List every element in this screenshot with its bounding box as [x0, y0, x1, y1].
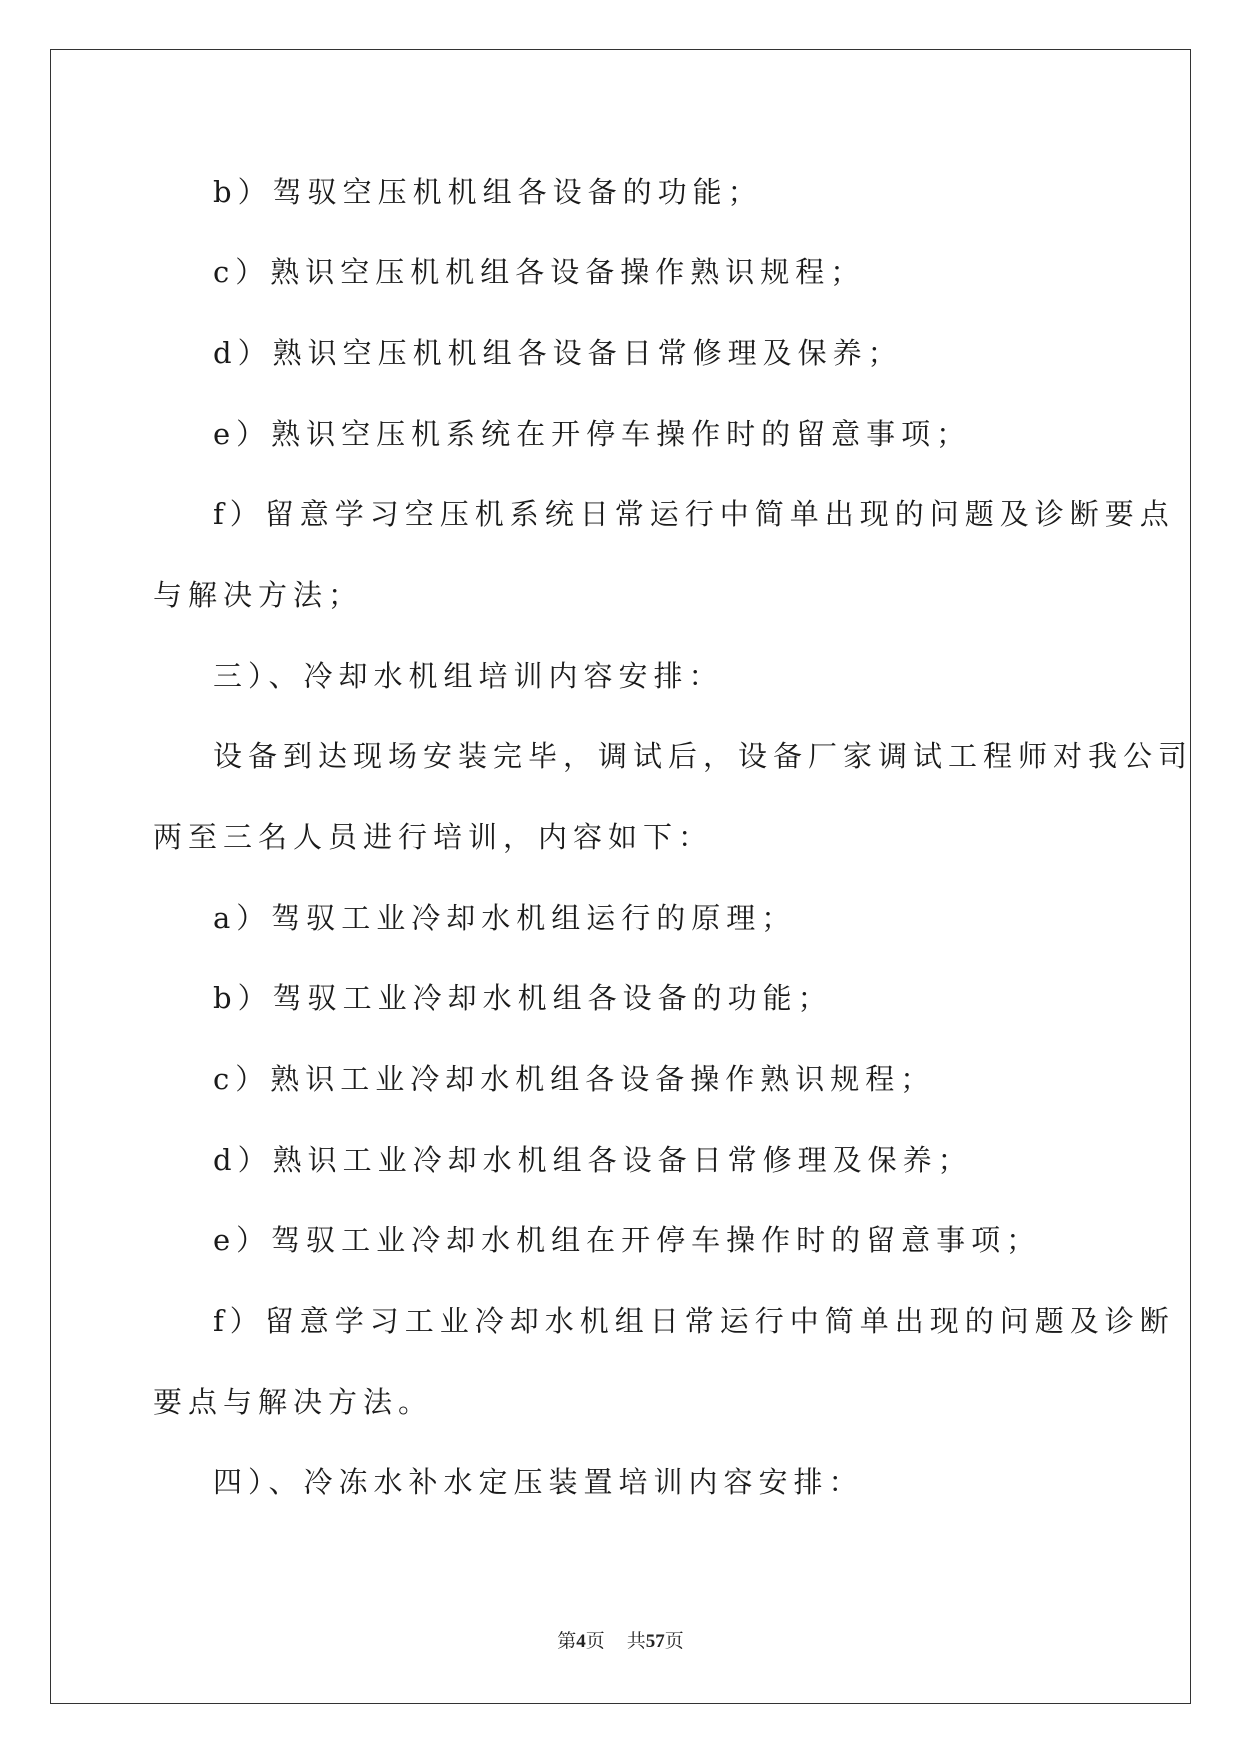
current-page-number: 4 [576, 1631, 586, 1652]
paragraph-line: f）留意学习空压机系统日常运行中简单出现的问题及诊断要点 [213, 497, 1175, 531]
paragraph-line: 要点与解决方法。 [153, 1385, 434, 1419]
page-footer [0, 1626, 1241, 1653]
total-prefix: 共 [626, 1631, 646, 1652]
paragraph-line: 两至三名人员进行培训，内容如下： [153, 820, 714, 854]
paragraph-line: d）熟识空压机机组各设备日常修理及保养； [213, 336, 903, 370]
paragraph-line: f）留意学习工业冷却水机组日常运行中简单出现的问题及诊断 [213, 1304, 1175, 1338]
paragraph-line: c）熟识工业冷却水机组各设备操作熟识规程； [213, 1062, 936, 1096]
total-page-number: 57 [645, 1631, 665, 1652]
paragraph-line: 与解决方法； [153, 578, 364, 612]
paragraph-line: e）驾驭工业冷却水机组在开停车操作时的留意事项； [213, 1223, 1042, 1257]
page-prefix: 第 [557, 1631, 577, 1652]
paragraph-line: b）驾驭空压机机组各设备的功能； [213, 175, 763, 209]
paragraph-line: a）驾驭工业冷却水机组运行的原理； [213, 901, 797, 935]
paragraph-line: d）熟识工业冷却水机组各设备日常修理及保养； [213, 1143, 973, 1177]
page-suffix: 页 [585, 1631, 605, 1652]
paragraph-line: 设备到达现场安装完毕，调试后，设备厂家调试工程师对我公司 [213, 739, 1194, 773]
section-heading: 四）、冷冻水补水定压装置培训内容安排： [213, 1465, 864, 1499]
paragraph-line: e）熟识空压机系统在开停车操作时的留意事项； [213, 417, 972, 451]
paragraph-line: b）驾驭工业冷却水机组各设备的功能； [213, 981, 833, 1015]
section-heading: 三）、冷却水机组培训内容安排： [213, 659, 724, 693]
total-suffix: 页 [664, 1631, 684, 1652]
paragraph-line: c）熟识空压机机组各设备操作熟识规程； [213, 255, 866, 289]
page-border [50, 49, 1194, 1704]
